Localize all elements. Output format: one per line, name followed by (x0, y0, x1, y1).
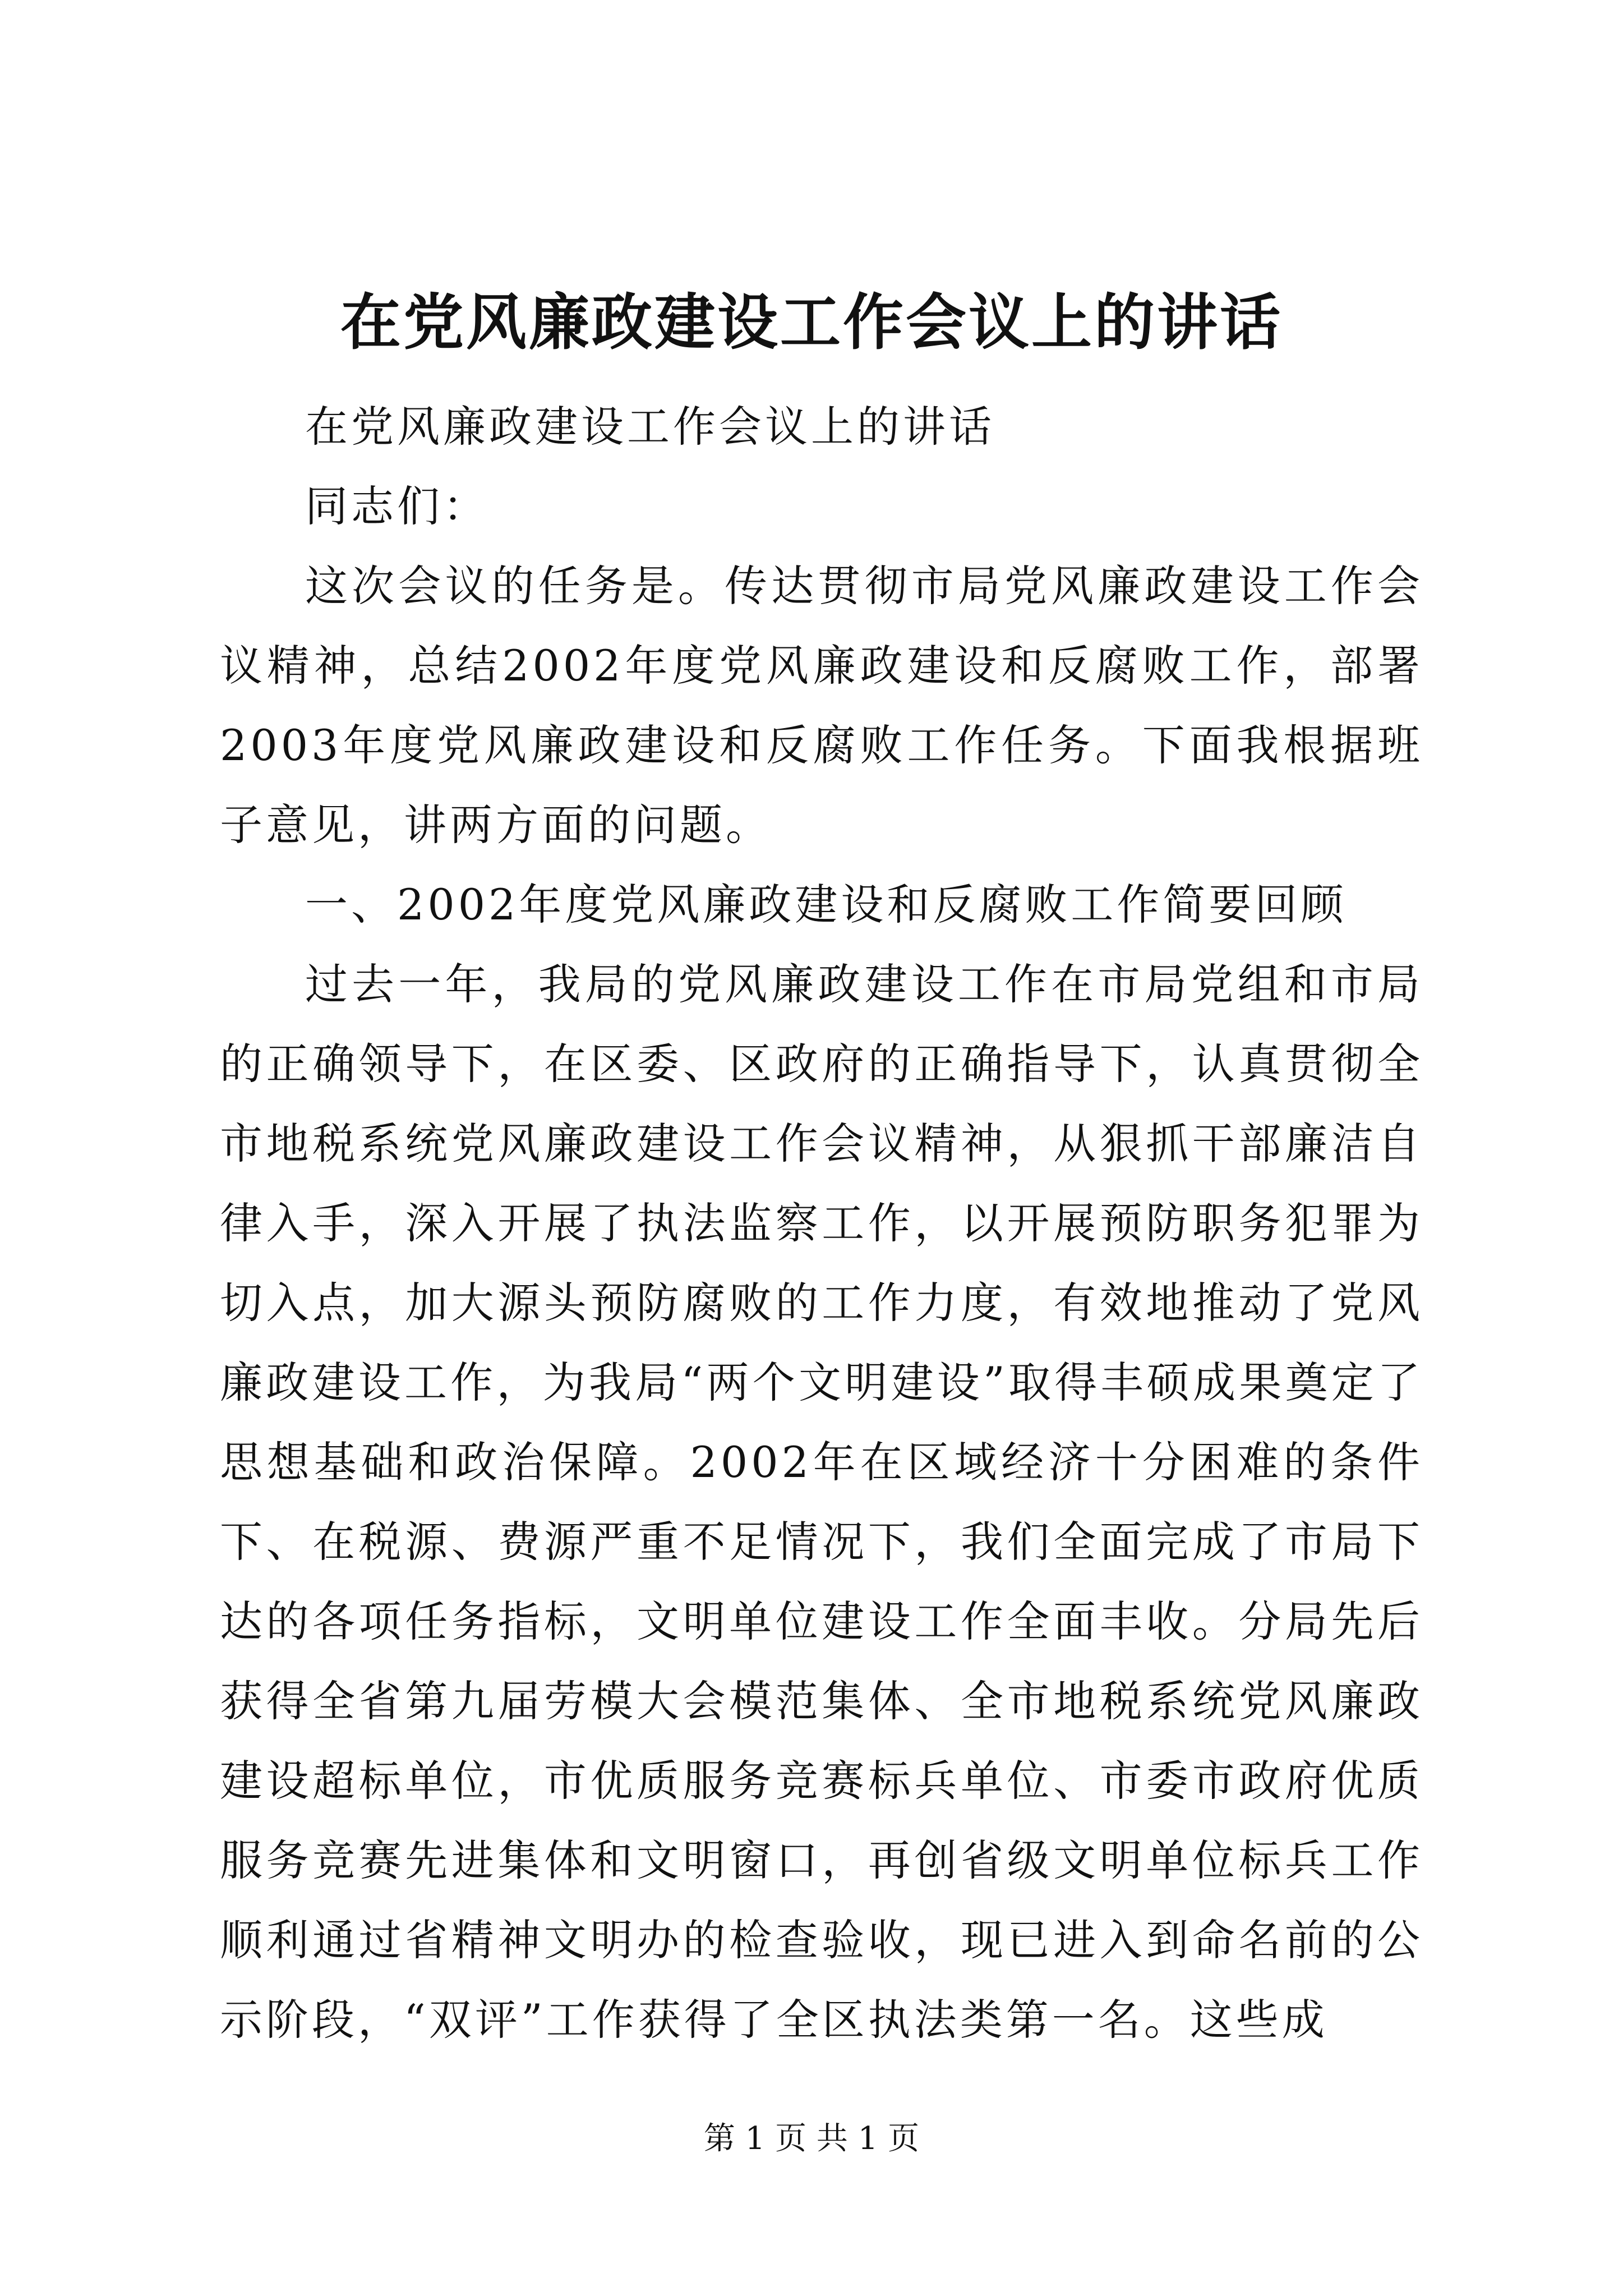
subtitle-paragraph: 在党风廉政建设工作会议上的讲话 (305, 402, 995, 452)
document-title: 在党风廉政建设工作会议上的讲话 (340, 287, 1283, 358)
intro-paragraph: 这次会议的任务是。传达贯彻市局党风廉政建设工作会议精神，总结2002年度党风廉政建设和反腐败工作，部署2003年度党风廉政建设和反腐败工作任务。下面我根据班子意见，讲两方面的问题。 (220, 561, 1423, 850)
salutation-paragraph: 同志们： (305, 481, 489, 531)
section-heading: 一、2002年度党风廉政建设和反腐败工作简要回顾 (305, 880, 1347, 930)
page-footer: 第 1 页 共 1 页 (703, 2120, 920, 2157)
review-paragraph: 过去一年，我局的党风廉政建设工作在市局党组和市局的正确领导下，在区委、区政府的正确指导下，认真贯彻全市地税系统党风廉政建设工作会议精神，从狠抓干部廉洁自律入手，深入开展了执法监察工作，以开展预防职务犯罪为切入点，加大源头预防腐败的工作力度，有效地推动了党风廉政建设工作，为我局“两个文明建设”取得丰硕成果奠定了思想基础和政治保障。2002年在区域经济十分困难的条件下、在税源、费源严重不足情况下，我们全面完成了市局下达的各项任务指标，文明单位建设工作全面丰收。分局先后获得全省第九届劳模大会模范集体、全市地税系统党风廉政建设超标单位，市优质服务竞赛标兵单位、市委市政府优质服务竞赛先进集体和文明窗口，再创省级文明单位标兵工作顺利通过省精神文明办的检查验收，现已进入到命名前的公示阶段，“双评”工作获得了全区执法类第一名。这些成 (220, 959, 1423, 2045)
document-body (220, 387, 1423, 2060)
